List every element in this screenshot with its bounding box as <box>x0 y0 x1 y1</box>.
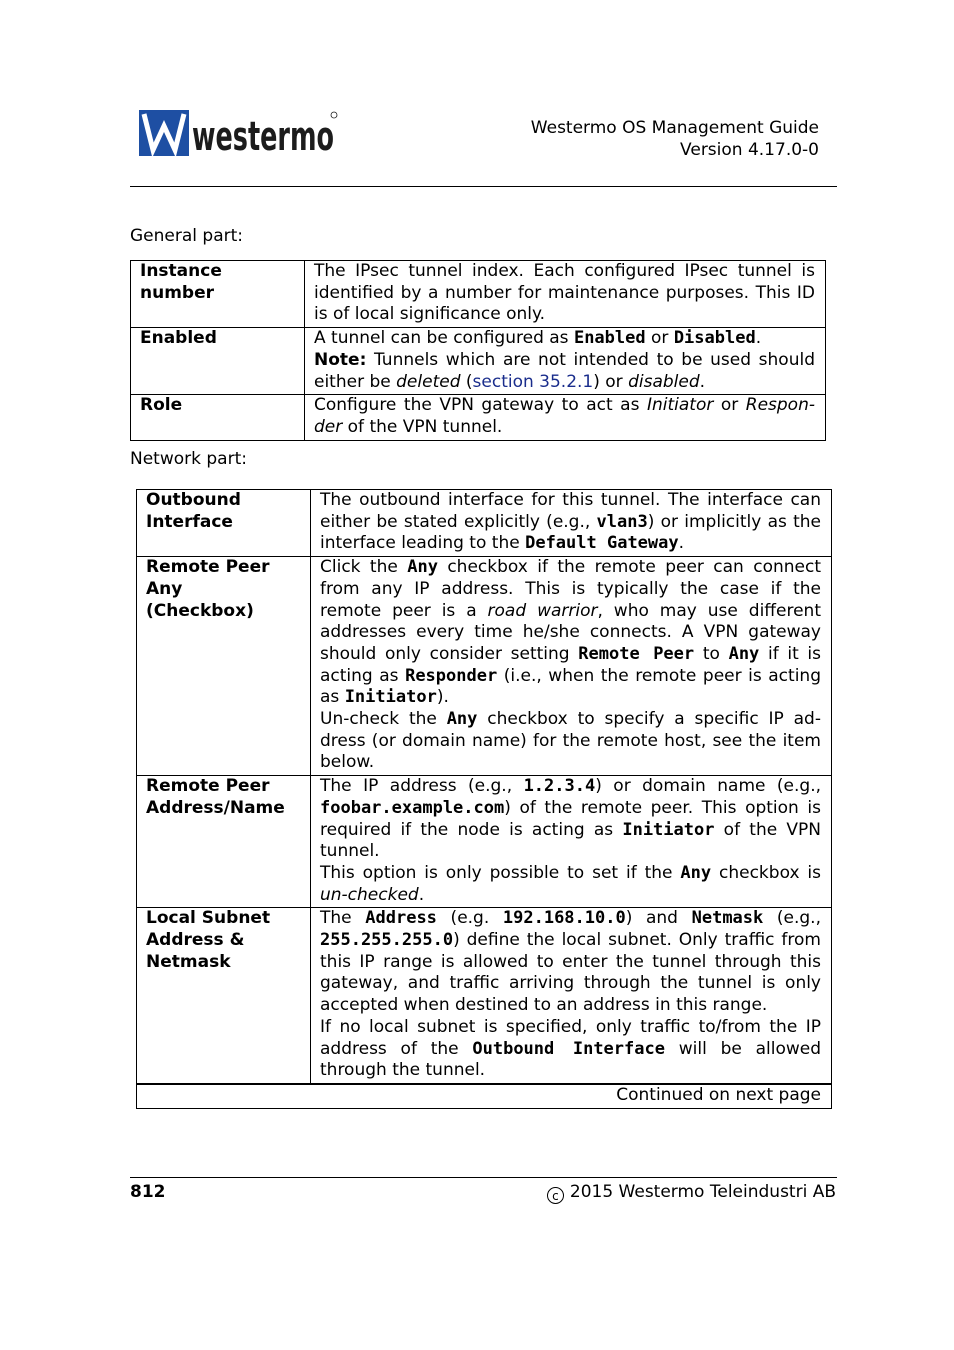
copyright-icon: c <box>547 1187 564 1204</box>
general-part-label: General part: <box>130 226 243 246</box>
guide-title: Westermo OS Management Guide <box>530 118 819 138</box>
term-local-subnet: Local Subnet Address & Netmask <box>137 908 311 1084</box>
network-part-label: Network part: <box>130 449 247 469</box>
table-row <box>131 328 826 395</box>
desc-remote-peer-any: Click the Any checkbox if the remote peer can connect from any IP address. This is typically the case if the remote peer is a road warrior, who may use different addresses every time he/she connects. A VPN gateway should only consider setting Remote Peer to Any if it is acting as Responder (i.e., when the remote peer is acting as Initiator). Un-check the Any checkbox to specify a specific IP ad-dress (or domain name) for the remote host, see the item below. <box>311 557 832 776</box>
section-link[interactable]: section 35.2.1 <box>472 371 594 392</box>
general-table <box>130 260 826 441</box>
table-row <box>137 908 832 1084</box>
term-role: Role <box>131 395 305 440</box>
table-row <box>137 557 832 776</box>
network-table <box>136 489 832 1109</box>
continued-note: Continued on next page <box>137 1084 832 1108</box>
term-remote-peer-address: Remote Peer Address/Name <box>137 776 311 908</box>
desc-remote-peer-address: The IP address (e.g., 1.2.3.4) or domain name (e.g., foobar.example.com) of the remote peer. This option is required if the node is acting as Initiator of the VPN tunnel. This option is only possible to set if the Any checkbox is un-checked. <box>311 776 832 908</box>
page-number: 812 <box>130 1182 166 1202</box>
header-rule <box>130 186 837 187</box>
svg-text:westermo: westermo <box>192 114 334 160</box>
westermo-logo-graphic <box>139 110 339 158</box>
table-row <box>131 395 826 440</box>
footer-rule <box>130 1177 837 1178</box>
desc-local-subnet: The Address (e.g. 192.168.10.0) and Netmask (e.g., 255.255.255.0) define the local subnet. Only traffic from this IP range is allowed to enter the tunnel through this gateway, and traffic arriving through the tunnel is only accepted when destined to an address in this range. If no local subnet is specified, only traffic to/from the IP address of the Outbound Interface will be allowed through the tunnel. <box>311 908 832 1084</box>
term-instance-number: Instance number <box>131 261 305 328</box>
document-header <box>531 117 819 161</box>
westermo-logo <box>139 110 339 158</box>
term-outbound-interface: Outbound Interface <box>137 490 311 557</box>
guide-version: Version 4.17.0-0 <box>680 140 819 160</box>
copyright-text: 2015 Westermo Teleindustri AB <box>569 1182 836 1202</box>
copyright <box>547 1182 836 1204</box>
table-row <box>131 261 826 328</box>
desc-outbound-interface: The outbound interface for this tunnel. The interface can either be stated explicitly (e.g., vlan3) or implicitly as the interface leading to the Default Gateway. <box>311 490 832 557</box>
table-row <box>137 776 832 908</box>
table-row <box>137 1084 832 1108</box>
note-label: Note: <box>314 349 367 370</box>
desc-instance-number: The IPsec tunnel index. Each configured IPsec tunnel is identified by a number for maintenance purposes. This ID is of local significance only. <box>305 261 826 328</box>
desc-role: Configure the VPN gateway to act as Initiator or Respon-der of the VPN tunnel. <box>305 395 826 440</box>
table-row <box>137 490 832 557</box>
term-enabled: Enabled <box>131 328 305 395</box>
term-remote-peer-any: Remote Peer Any (Checkbox) <box>137 557 311 776</box>
desc-enabled: A tunnel can be configured as Enabled or Disabled. Note: Tunnels which are not intended to be used should either be deleted (section 35.2.1) or disabled. <box>305 328 826 395</box>
